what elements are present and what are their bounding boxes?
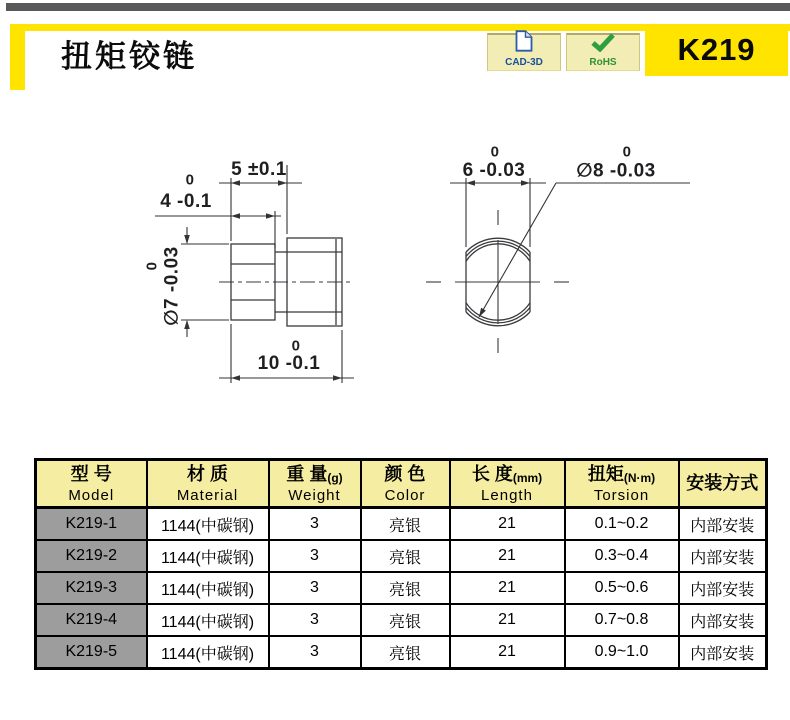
dim-label-small-length: 4 -0.1 [160, 191, 212, 212]
dim-label-total-length-tol: 0 [291, 337, 301, 355]
cell-length: 21 [450, 636, 565, 669]
table-row [36, 508, 767, 541]
cell-weight: 3 [269, 604, 361, 636]
spec-table [34, 458, 768, 670]
dimension-lines [155, 165, 690, 383]
cell-color: 亮银 [361, 508, 450, 541]
col-header-material: 材 质 Material [147, 460, 269, 508]
cell-weight: 3 [269, 636, 361, 669]
cad-3d-badge-label: CAD-3D [505, 57, 543, 68]
cell-material: 1144(中碳钢) [147, 508, 269, 541]
cell-model: K219-4 [36, 604, 147, 636]
cell-mounting: 内部安装 [679, 540, 767, 572]
table-row [36, 604, 767, 636]
col-header-mounting: 安装方式 [679, 460, 767, 508]
product-code: K219 [677, 32, 756, 67]
cell-model: K219-2 [36, 540, 147, 572]
dim-label-across-flats-tol: 0 [490, 143, 500, 161]
col-header-weight: 重 量(g) Weight [269, 460, 361, 508]
cell-length: 21 [450, 540, 565, 572]
cell-material: 1144(中碳钢) [147, 604, 269, 636]
table-row [36, 540, 767, 572]
dim-label-across-flats: 6 -0.03 [462, 160, 526, 181]
cell-model: K219-5 [36, 636, 147, 669]
cell-torsion: 0.5~0.6 [565, 572, 679, 604]
cell-material: 1144(中碳钢) [147, 572, 269, 604]
cell-color: 亮银 [361, 604, 450, 636]
cell-length: 21 [450, 572, 565, 604]
cell-material: 1144(中碳钢) [147, 636, 269, 669]
end-view-centerlines [426, 210, 569, 353]
cell-length: 21 [450, 604, 565, 636]
cell-color: 亮银 [361, 540, 450, 572]
cell-color: 亮银 [361, 572, 450, 604]
table-row [36, 572, 767, 604]
table-row [36, 636, 767, 669]
cell-torsion: 0.1~0.2 [565, 508, 679, 541]
cell-mounting: 内部安装 [679, 572, 767, 604]
cell-length: 21 [450, 508, 565, 541]
dim-label-small-length-tol: 0 [185, 171, 195, 189]
dim-label-dia-tol: 0 [622, 143, 632, 161]
cell-mounting: 内部安装 [679, 636, 767, 669]
cell-torsion: 0.7~0.8 [565, 604, 679, 636]
dimension-arrowheads [184, 180, 530, 381]
dim-label-total-length: 10 -0.1 [257, 353, 321, 374]
cell-model: K219-1 [36, 508, 147, 541]
dim-label-step-length: 5 ±0.1 [231, 159, 287, 180]
cell-color: 亮银 [361, 636, 450, 669]
cell-mounting: 内部安装 [679, 508, 767, 541]
cell-model: K219-3 [36, 572, 147, 604]
rohs-badge-label: RoHS [589, 57, 617, 68]
col-header-color: 颜 色 Color [361, 460, 450, 508]
dim-label-dia: ∅8 -0.03 [576, 160, 656, 182]
cell-material: 1144(中碳钢) [147, 540, 269, 572]
col-header-model: 型 号 Model [36, 460, 147, 508]
dim-label-small-dia-tol: 0 [143, 261, 161, 271]
cell-weight: 3 [269, 572, 361, 604]
cell-weight: 3 [269, 508, 361, 541]
dim-label-small-dia: ∅7 -0.03 [161, 246, 183, 326]
cell-weight: 3 [269, 540, 361, 572]
cell-torsion: 0.3~0.4 [565, 540, 679, 572]
spec-table-header-row [36, 460, 767, 508]
cell-mounting: 内部安装 [679, 604, 767, 636]
col-header-torsion: 扭矩(N·m) Torsion [565, 460, 679, 508]
col-header-length: 长 度(mm) Length [450, 460, 565, 508]
page-title: 扭矩铰链 [61, 39, 197, 74]
cell-torsion: 0.9~1.0 [565, 636, 679, 669]
